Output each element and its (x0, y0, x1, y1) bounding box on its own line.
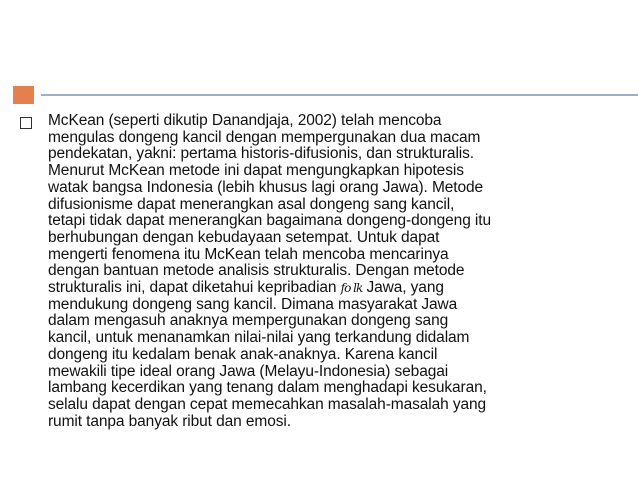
accent-square (13, 86, 34, 104)
text-line: McKean (seperti dikutip Danandjaja, 2002) telah mencoba (48, 112, 442, 129)
text-line: watak bangsa Indonesia (lebih khusus lagi orang Jawa). Metode (48, 178, 484, 196)
slide-content (20, 113, 620, 430)
text-line: tetapi tidak dapat menerangkan bagaimana dongeng-dongeng itu (48, 212, 491, 230)
accent-rule (41, 94, 638, 96)
text-line: mengulas dongeng kancil dengan mempergunakan dua macam (48, 128, 481, 146)
text-line: dalam mengasuh anaknya mempergunakan dongeng sang (48, 312, 449, 330)
text-line: pendekatan, yakni: pertama historis-difusionis, dan strukturalis. (48, 145, 474, 163)
text-line: selalu dapat dengan cepat memecahkan masalah-masalah yang (48, 395, 487, 413)
text-segment: strukturalis ini, dapat diketahui kepribadian (48, 279, 341, 297)
text-line: mewakili tipe ideal orang Jawa (Melayu-Indonesia) sebagai (48, 362, 449, 380)
paragraph-text (48, 113, 491, 430)
text-line: lambang kecerdikan yang tenang dalam menghadapi kesukaran, (48, 379, 487, 397)
text-line: mendukung dongeng sang kancil. Dimana masyarakat Jawa (48, 295, 458, 313)
text-segment: Jawa, yang (362, 279, 444, 297)
text-line: dengan bantuan metode analisis strukturalis. Dengan metode (48, 262, 465, 280)
text-line: dongeng itu kedalam benak anak-anaknya. Karena kancil (48, 345, 438, 363)
text-line: berhubungan dengan kebudayaan setempat. Untuk dapat (48, 228, 440, 246)
text-line-folk (48, 280, 491, 297)
hollow-square-bullet-icon (20, 117, 32, 129)
text-line: difusionisme dapat menerangkan asal dongeng sang kancil, (48, 195, 455, 213)
text-line: Menurut McKean metode ini dapat mengungkapkan hipotesis (48, 162, 464, 180)
text-line: mengerti fenomena itu McKean telah mencoba mencarinya (48, 245, 449, 263)
bullet-item (20, 113, 620, 430)
italic-folk-text: fo lk (340, 281, 363, 296)
text-line: kancil, untuk menanamkan nilai-nilai yang terkandung didalam (48, 329, 470, 347)
text-line: rumit tanpa banyak ribut dan emosi. (48, 412, 291, 430)
